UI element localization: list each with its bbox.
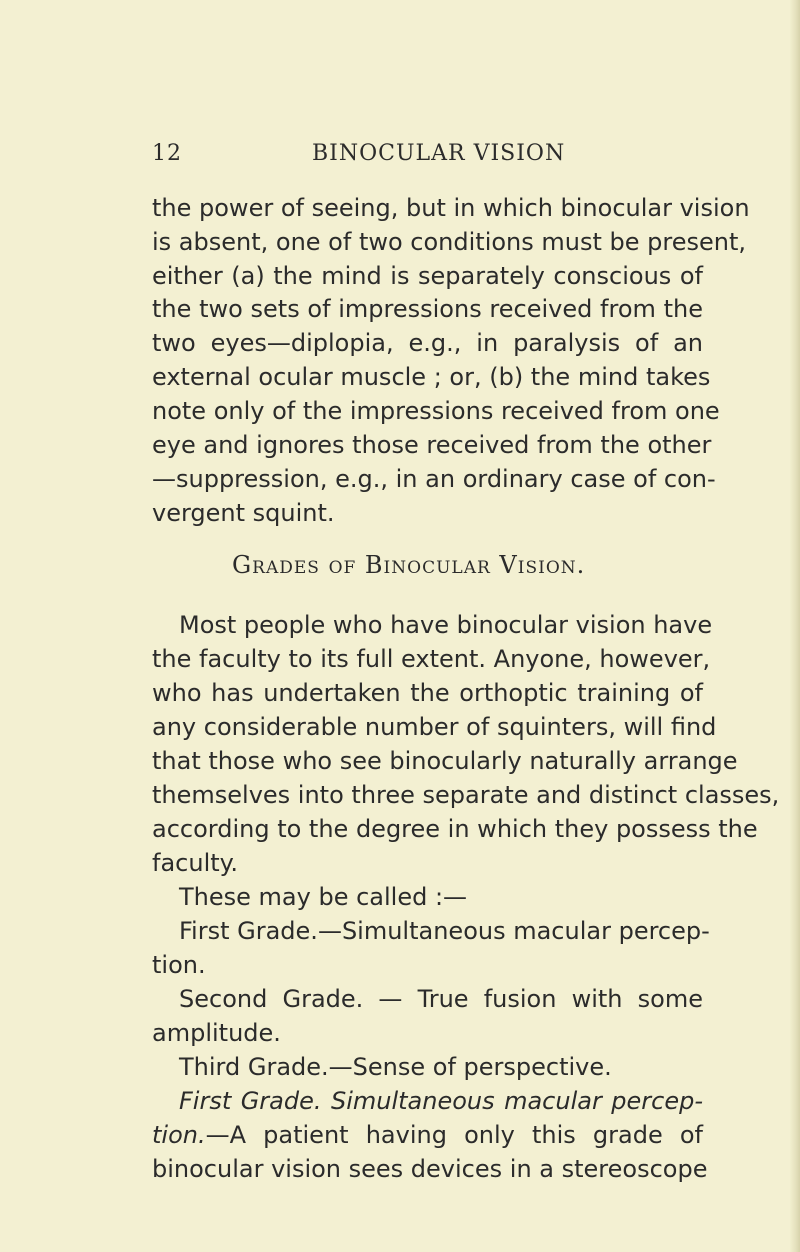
text-line: Most people who have binocular vision have <box>179 611 713 639</box>
text-line: external ocular muscle ; or, (b) the mind takes <box>152 363 711 391</box>
text-line: vergent squint. <box>152 499 335 527</box>
text-line: binocular vision sees devices in a stereoscope <box>152 1155 708 1183</box>
text-line: according to the degree in which they possess the <box>152 815 758 843</box>
text-line: —suppression, e.g., in an ordinary case of con- <box>152 465 716 493</box>
text-line: the two sets of impressions received from the <box>152 295 703 323</box>
page-edge <box>790 0 800 1252</box>
text-line: themselves into three separate and distinct classes, <box>152 781 780 809</box>
text-span: —A patient having only this grade of <box>205 1121 703 1149</box>
text-line: that those who see binocularly naturally arrange <box>152 747 738 775</box>
text-line: any considerable number of squinters, will find <box>152 713 717 741</box>
text-line: note only of the impressions received from one <box>152 397 720 425</box>
text-line: amplitude. <box>152 1019 281 1047</box>
text-line: eye and ignores those received from the other <box>152 431 712 459</box>
running-head: BINOCULAR VISION <box>312 141 566 166</box>
text-line: is absent, one of two conditions must be present, <box>152 228 747 256</box>
text-line: These may be called :— <box>179 883 468 911</box>
text-line: Second Grade. — True fusion with some <box>179 985 703 1013</box>
text-line: two eyes—diplopia, e.g., in paralysis of an <box>152 329 703 357</box>
text-line: faculty. <box>152 849 239 877</box>
text-line: the faculty to its full extent. Anyone, however, <box>152 645 711 673</box>
subsection-title-cont: tion. <box>152 1121 206 1149</box>
page-number: 12 <box>152 141 182 166</box>
text-line: the power of seeing, but in which binocular vision <box>152 194 750 222</box>
section-heading: Grades of Binocular Vision. <box>232 551 586 579</box>
text-line: First Grade.—Simultaneous macular percep- <box>179 917 710 945</box>
text-line: who has undertaken the orthoptic training of <box>152 679 703 707</box>
text-line: Third Grade.—Sense of perspective. <box>179 1053 612 1081</box>
subsection-title: First Grade. Simultaneous macular percep- <box>179 1087 703 1115</box>
text-line: tion. <box>152 951 206 979</box>
text-line <box>152 1120 703 1150</box>
text-line: either (a) the mind is separately conscious of <box>152 262 703 290</box>
page-header <box>0 139 800 175</box>
